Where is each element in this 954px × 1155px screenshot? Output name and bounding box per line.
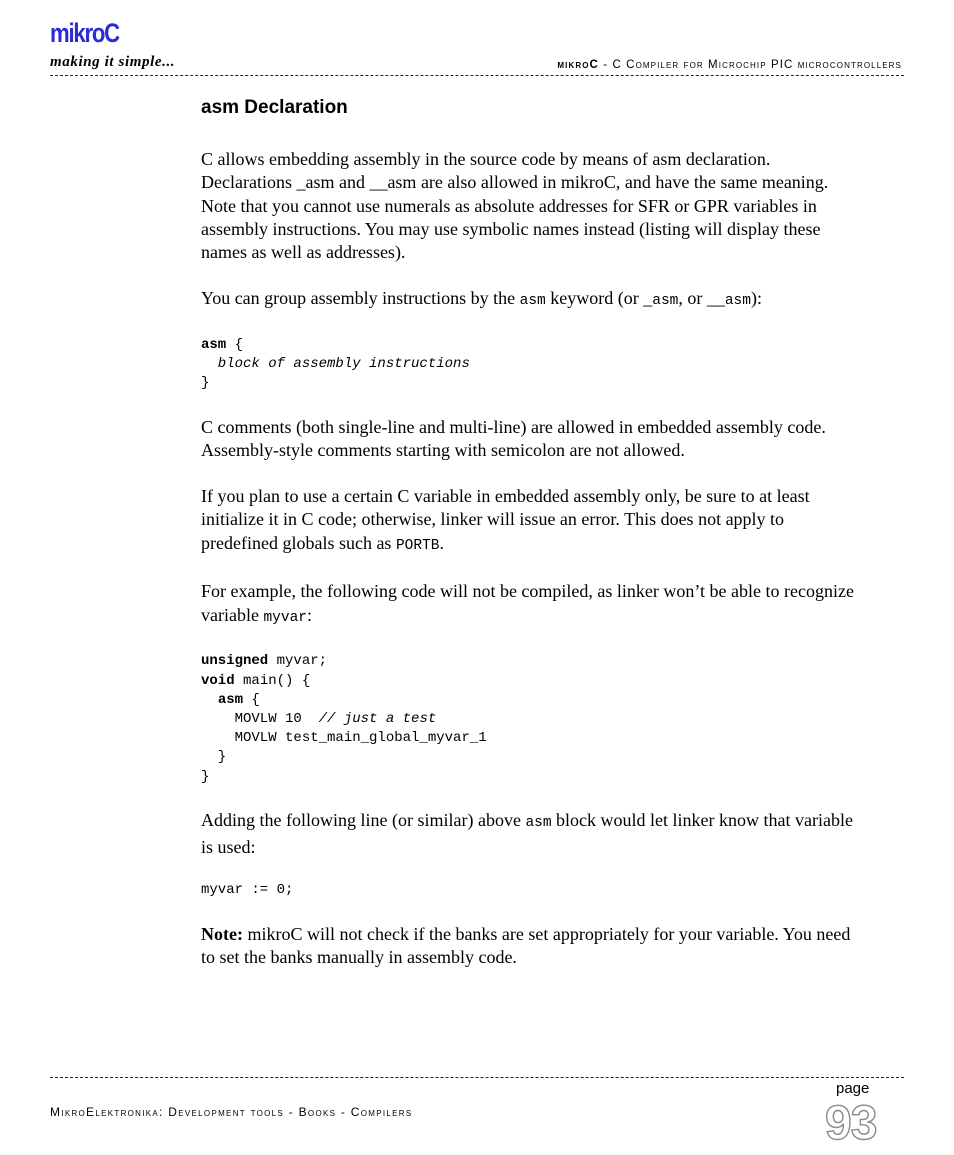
text-run: Adding the following line (or similar) above [201, 810, 526, 831]
page-label: page [836, 1080, 870, 1097]
code-text: MOVLW test_main_global_myvar_1 [201, 730, 487, 747]
header-title-rest: - C Compiler for Microchip PIC microcontrollers [598, 59, 902, 71]
inline-code: asm [525, 815, 552, 832]
inline-code: asm [652, 292, 679, 309]
code-block-asm [201, 336, 861, 394]
text-run: keyword (or _ [545, 287, 653, 308]
code-text: { [226, 336, 244, 353]
text-run: ): [750, 287, 762, 308]
inline-code: asm [519, 292, 546, 309]
page-number: 93 [825, 1097, 877, 1150]
text-run: . [439, 532, 444, 553]
note-label: Note: [201, 924, 243, 945]
footer-divider [50, 1077, 904, 1078]
inline-code: asm [724, 292, 751, 309]
text-run: block would let linker know that variable is used: [201, 810, 853, 857]
header-title [557, 59, 902, 71]
code-text: block of assembly instructions [201, 355, 470, 372]
text-run: You can group assembly instructions by the [201, 287, 520, 308]
code-text: myvar; [268, 653, 328, 670]
header-divider [50, 75, 904, 76]
code-keyword: unsigned [201, 653, 269, 670]
paragraph-intro: C allows embedding assembly in the source code by means of asm declaration. Declarations _asm and __asm are also allowed in mikroC, and have the same meaning. Note that you cannot use numerals as absolute addresses for SFR or GPR variables in assembly instructions. You may use symbolic names instead (listing will display these names as well as addresses). [201, 149, 829, 263]
paragraph-example [201, 580, 861, 630]
code-comment: // just a test [318, 711, 437, 728]
paragraph-grouping [201, 287, 861, 313]
code-keyword: asm [201, 336, 227, 353]
code-text: MOVLW 10 [201, 711, 319, 728]
paragraph-variables [201, 485, 861, 558]
code-keyword: void [201, 672, 235, 689]
code-block-assignment [201, 881, 861, 900]
inline-code: PORTB [395, 537, 440, 554]
text-run: , or __ [678, 287, 725, 308]
section-heading: asm Declaration [201, 97, 348, 118]
paragraph-note [201, 923, 861, 970]
code-text: main() { [234, 672, 311, 689]
code-text: } [201, 749, 227, 766]
code-text [201, 692, 218, 708]
text-run: For example, the following code will not be compiled, as linker won’t be able to recognize variable [201, 581, 854, 625]
paragraph-linker-hint [201, 809, 861, 859]
text-run: : [306, 604, 312, 625]
code-block-example [201, 652, 861, 786]
code-keyword: asm [217, 691, 244, 708]
text-run: If you plan to use a certain C variable in embedded assembly only, be sure to at least initialize it in C code; otherwise, linker will issue an error. This does not apply to predefined globals such as [201, 485, 810, 553]
code-text: myvar := 0; [201, 882, 294, 899]
inline-code: myvar [263, 609, 307, 626]
note-text: mikroC will not check if the banks are set appropriately for your variable. You need to set the banks manually in assembly code. [201, 924, 851, 968]
code-text: } [201, 375, 210, 392]
paragraph-comments: C comments (both single-line and multi-line) are allowed in embedded assembly code. Assembly-style comments starting with semicolon are not allowed. [201, 416, 826, 461]
mikroc-logo: mikroC [50, 18, 119, 48]
code-text: { [243, 691, 260, 708]
header-title-brand: mikroC [557, 59, 599, 71]
code-text: } [201, 768, 210, 785]
main-content [201, 96, 861, 992]
tagline: making it simple... [50, 54, 176, 70]
footer-text: MikroElektronika: Development tools - Books - Compilers [50, 1105, 413, 1119]
